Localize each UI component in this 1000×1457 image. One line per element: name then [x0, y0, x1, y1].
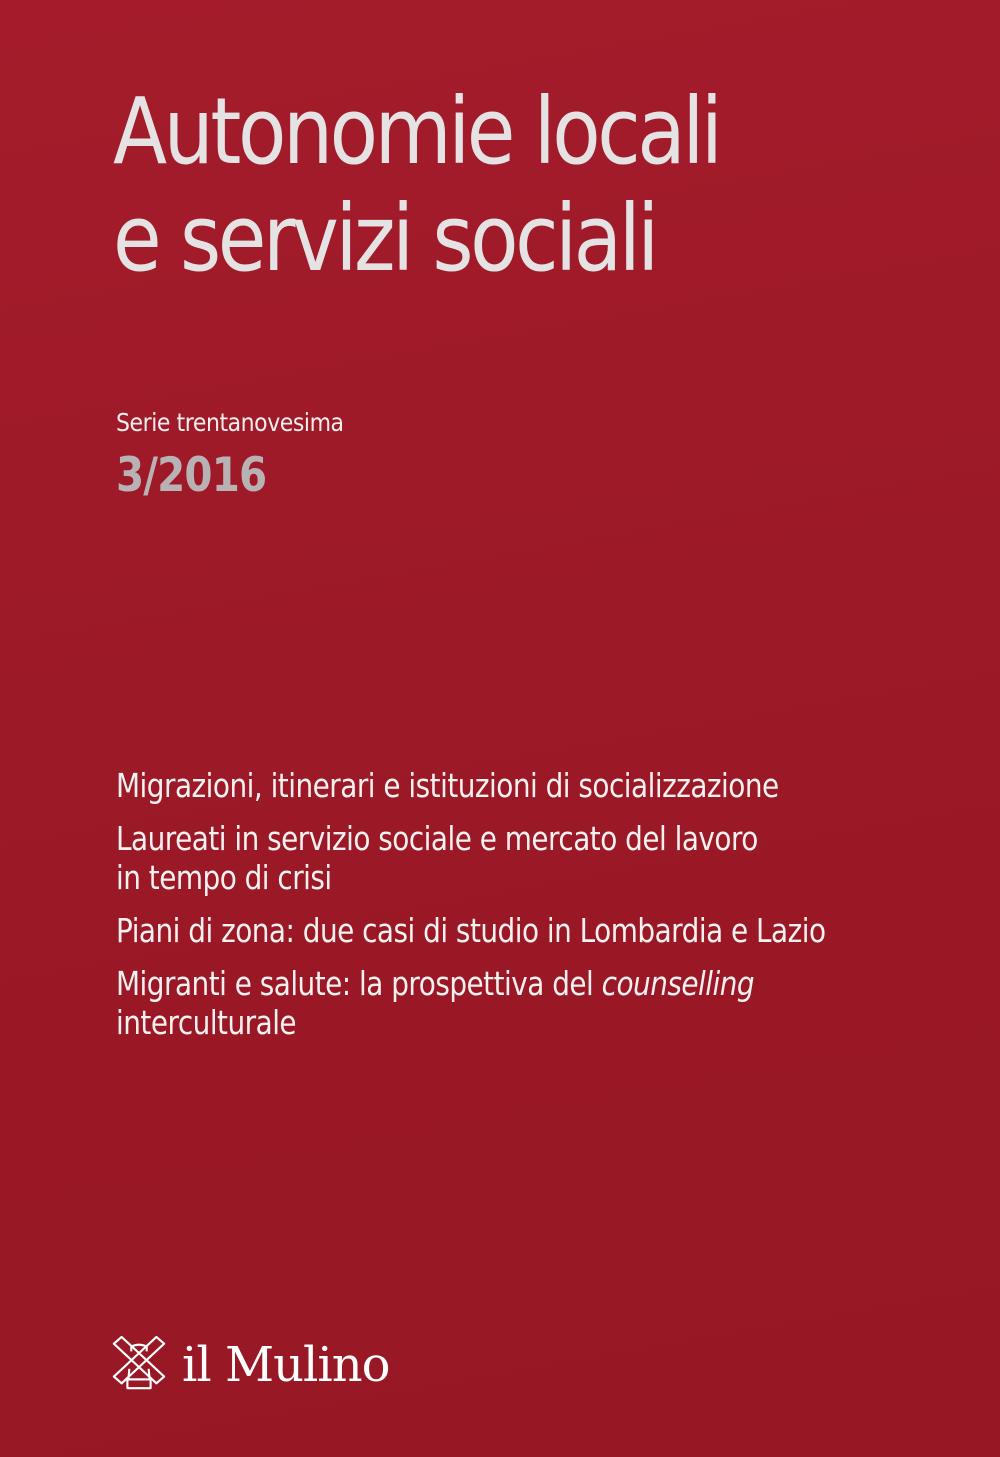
windmill-icon: [110, 1334, 168, 1394]
contents-item: [116, 964, 826, 1042]
title-line-2: e servizi sociali: [113, 185, 656, 292]
contents-item-text: Migrazioni, itinerari e istituzioni di socializzazione: [116, 766, 779, 805]
contents-item-italic: counselling: [601, 964, 755, 1003]
journal-title: [113, 78, 719, 292]
publisher-name: il Mulino: [182, 1337, 390, 1393]
contents-item: [116, 819, 826, 897]
publisher-logo: [110, 1334, 390, 1394]
contents-item: [116, 766, 826, 805]
title-line-1: Autonomie locali: [113, 78, 720, 185]
contents-item-text: [116, 964, 826, 1003]
series-label: Serie trentanovesima: [116, 408, 344, 437]
contents-item-text-continued: interculturale: [116, 1003, 297, 1042]
contents-list: [116, 766, 826, 1056]
contents-item-text-continued: in tempo di crisi: [116, 858, 332, 897]
contents-item-prefix: Migranti e salute: la prospettiva del: [116, 964, 602, 1003]
issue-number: 3/2016: [116, 448, 267, 503]
contents-item: [116, 911, 826, 950]
contents-item-text: Laureati in servizio sociale e mercato del lavoro: [116, 819, 758, 858]
contents-item-text: Piani di zona: due casi di studio in Lombardia e Lazio: [116, 911, 826, 950]
